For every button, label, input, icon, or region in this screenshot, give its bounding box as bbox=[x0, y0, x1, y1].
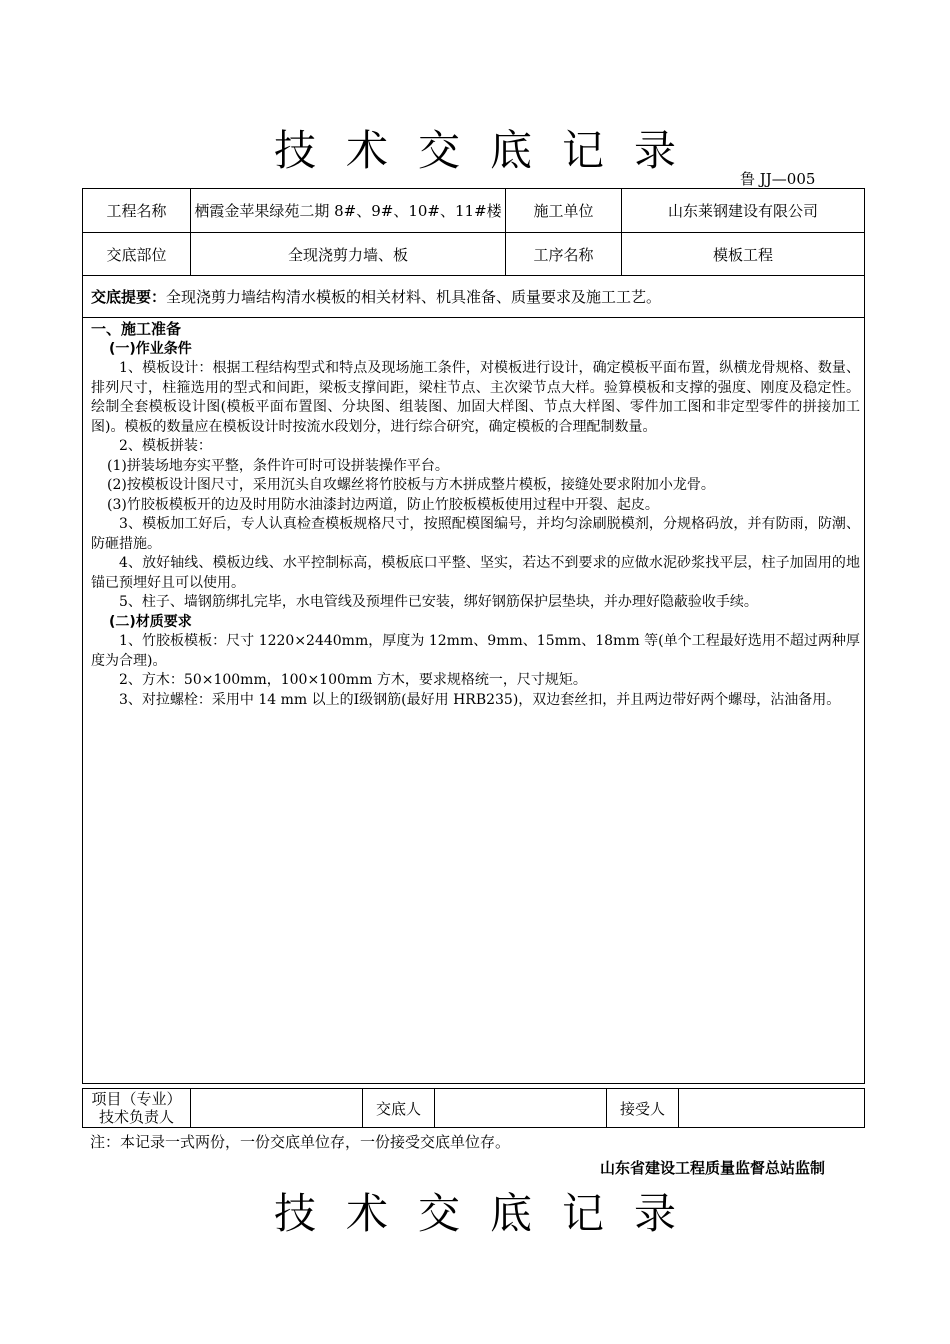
paragraph: 3、对拉螺栓：采用中 14 mm 以上的Ⅰ级钢筋(最好用 HRB235)，双边套丝扣，并且两边带好两个螺母，沾油备用。 bbox=[119, 691, 841, 708]
record-table bbox=[82, 188, 865, 1084]
paragraph: 1、竹胶板模板：尺寸 1220×2440mm，厚度为 12mm、9mm、15mm、18mm 等(单个工程最好选用不超过两种厚度为合理)。 bbox=[91, 633, 860, 669]
summary-label: 交底提要： bbox=[91, 288, 167, 306]
paragraph: 5、柱子、墙钢筋绑扎完毕，水电管线及预埋件已安装，绑好钢筋保护层垫块，并办理好隐蔽验收手续。 bbox=[119, 594, 758, 610]
project-value: 栖霞金苹果绿苑二期 8#、9#、10#、11#楼 bbox=[191, 189, 506, 232]
subsection-heading: (一)作业条件 bbox=[109, 340, 192, 357]
section-heading: 一、施工准备 bbox=[91, 320, 182, 338]
form-code: 鲁 JJ—005 bbox=[740, 170, 816, 188]
paragraph: 3、模板加工好后，专人认真检查模板规格尺寸，按照配模图编号，并均匀涂刷脱模剂，分规格码放，并有防雨，防潮、防砸措施。 bbox=[91, 516, 860, 552]
leader-signature-field[interactable] bbox=[191, 1089, 363, 1127]
paragraph: 2、方木：50×100mm，100×100mm 方木，要求规格统一，尺寸规矩。 bbox=[119, 672, 587, 688]
header-row-2 bbox=[83, 233, 864, 276]
discloser-label: 交底人 bbox=[363, 1089, 435, 1127]
leader-label: 项目（专业）技术负责人 bbox=[83, 1089, 191, 1127]
paragraph: 2、模板拼装： bbox=[119, 438, 212, 454]
process-value: 模板工程 bbox=[712, 245, 773, 264]
process-label: 工序名称 bbox=[506, 233, 622, 275]
summary-row bbox=[83, 276, 864, 318]
part-label: 交底部位 bbox=[83, 233, 191, 275]
bottom-title: 技术交底记录 bbox=[273, 1189, 706, 1238]
discloser-signature-field[interactable] bbox=[435, 1089, 607, 1127]
signature-row bbox=[82, 1088, 865, 1128]
header-row-1 bbox=[83, 189, 864, 233]
subsection-heading: (二)材质要求 bbox=[109, 613, 192, 630]
contractor-value: 山东莱钢建设有限公司 bbox=[667, 202, 818, 220]
part-value: 全现浇剪力墙、板 bbox=[191, 233, 506, 275]
paragraph: (1)拼装场地夯实平整，条件许可时可设拼装操作平台。 bbox=[107, 457, 449, 474]
summary-text: 全现浇剪力墙结构清水模板的相关材料、机具准备、质量要求及施工工艺。 bbox=[166, 288, 662, 306]
project-label: 工程名称 bbox=[83, 189, 191, 232]
page-title: 技术交底记录 bbox=[273, 126, 706, 175]
content-area bbox=[83, 318, 864, 1083]
footnote: 注：本记录一式两份，一份交底单位存，一份接受交底单位存。 bbox=[90, 1133, 511, 1151]
paragraph: 1、模板设计：根据工程结构型式和特点及现场施工条件，对模板进行设计，确定模板平面布置，纵横龙骨规格、数量、排列尺寸，柱箍选用的型式和间距，梁板支撑间距，梁柱节点、主次梁节点大样。验算模板和支撑的强度、刚度及稳定性。绘制全套模板设计图(模板平面布置图、分块图、组装图、加固大样图、节点大样图、零件加工图和非定型零件的拼接加工图)。模板的数量应在模板设计时按流水段划分，进行综合研究，确定模板的合理配制数量。 bbox=[91, 360, 860, 435]
paragraph: (2)按模板设计图尺寸，采用沉头自攻螺丝将竹胶板与方木拼成整片模板，接缝处要求附加小龙骨。 bbox=[107, 477, 715, 493]
contractor-label: 施工单位 bbox=[506, 189, 622, 232]
paragraph: (3)竹胶板模板开的边及时用防水油漆封边两道，防止竹胶板模板使用过程中开裂、起皮。 bbox=[107, 496, 659, 513]
receiver-label: 接受人 bbox=[607, 1089, 679, 1127]
issuer: 山东省建设工程质量监督总站监制 bbox=[600, 1159, 826, 1177]
paragraph: 4、放好轴线、模板边线、水平控制标高，模板底口平整、坚实，若达不到要求的应做水泥砂浆找平层，柱子加固用的地锚已预埋好且可以使用。 bbox=[91, 555, 860, 591]
receiver-signature-field[interactable] bbox=[679, 1089, 864, 1127]
